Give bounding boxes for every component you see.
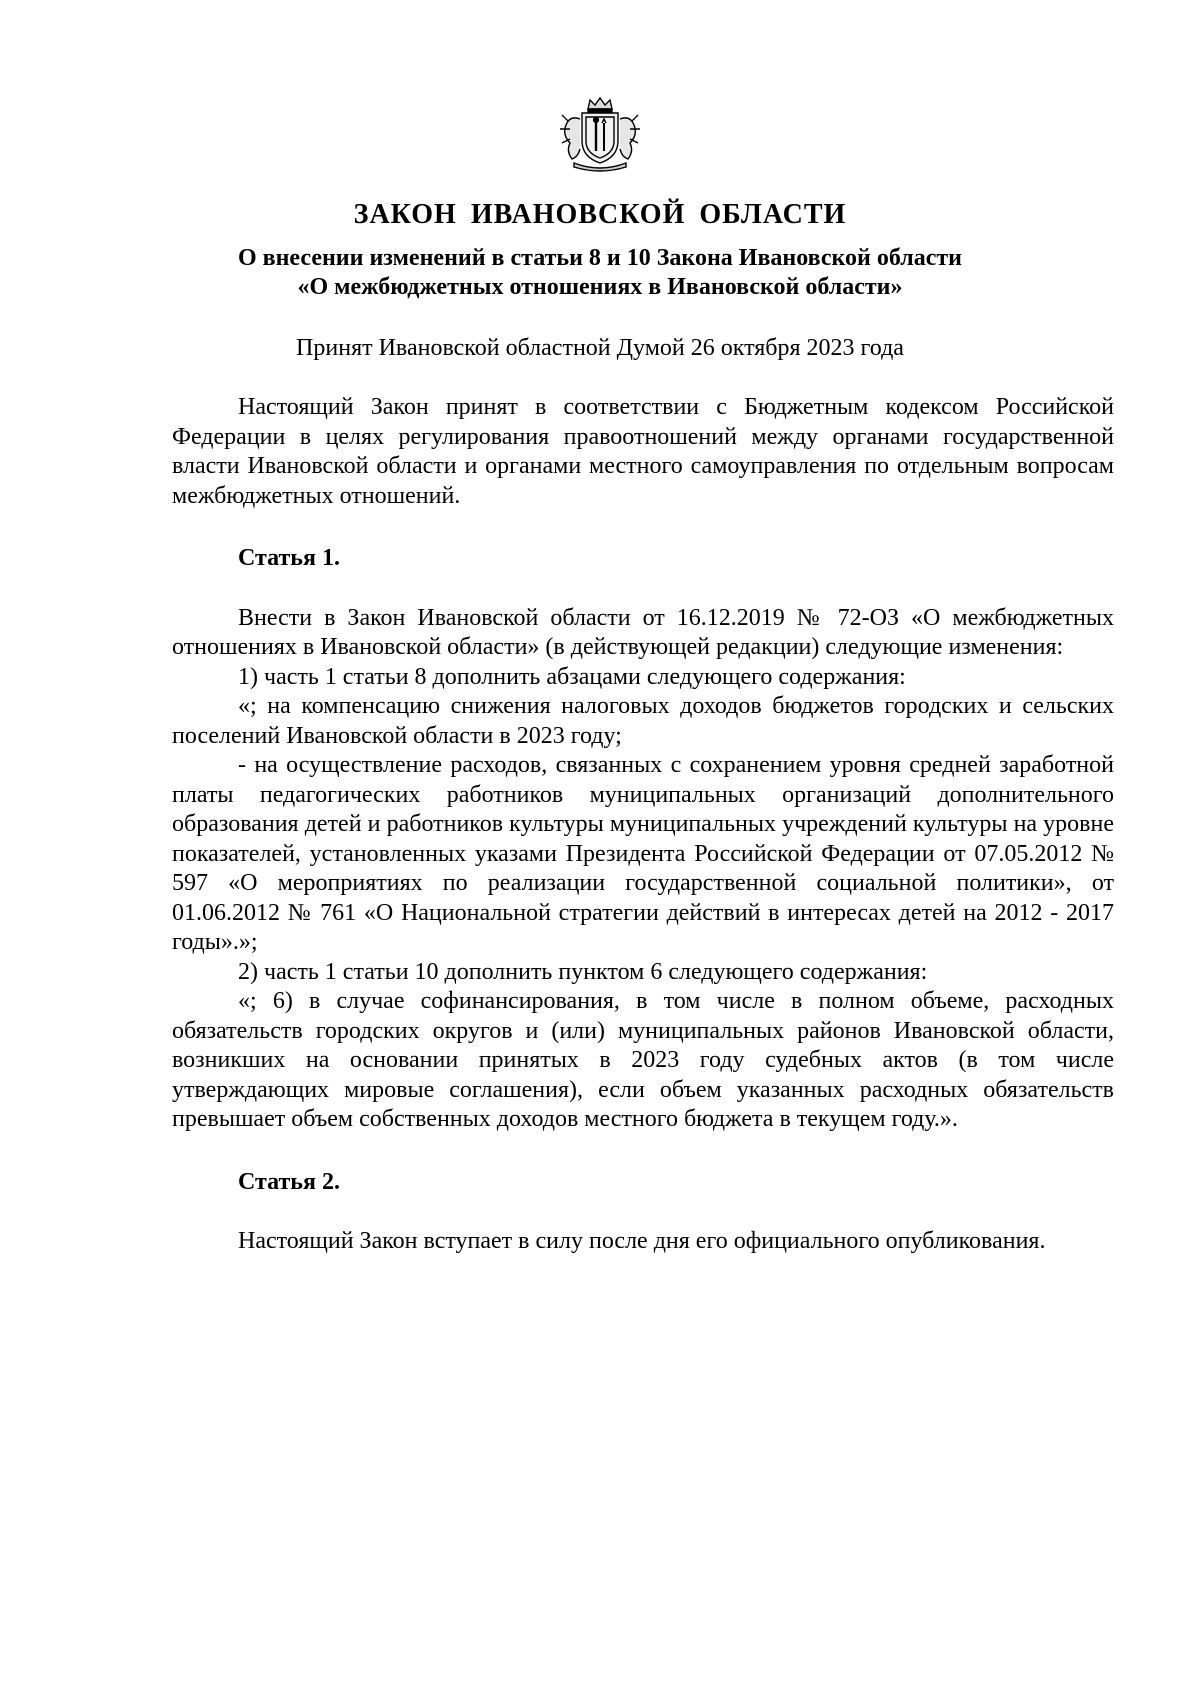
adoption-date: Принят Ивановской областной Думой 26 октября 2023 года [296, 335, 904, 361]
law-title: ЗАКОН ИВАНОВСКОЙ ОБЛАСТИ [353, 199, 847, 230]
article-2-heading: Статья 2. [238, 1168, 340, 1195]
law-subject [0, 244, 1200, 302]
article-1-paragraph: - на осуществление расходов, связанных с сохранением уровня средней заработной платы педагогических работников муниципальных организаций дополнительного образования детей и работников культуры муниципальных учреждений культуры на уровне показателей, установленных указами Президента Российской Федерации от 07.05.2012 № 597 «О мероприятиях по реализации государственной социальной политики», от 01.06.2012 № 761 «О Национальной стратегии действий в интересах детей на 2012 - 2017 годы».»; [172, 752, 1114, 955]
article-1-paragraph: 1) часть 1 статьи 8 дополнить абзацами следующего содержания: [238, 663, 906, 690]
law-subject-line-2: «О межбюджетных отношениях в Ивановской области» [297, 274, 903, 300]
article-2-paragraph: Настоящий Закон вступает в силу после дня его официального опубликования. [238, 1228, 1046, 1254]
law-subject-line-1: О внесении изменений в статьи 8 и 10 Закона Ивановской области [237, 245, 963, 271]
spacer [172, 1135, 1114, 1168]
article-1-paragraph: 2) часть 1 статьи 10 дополнить пунктом 6 следующего содержания: [238, 958, 928, 985]
spacer [172, 574, 1114, 604]
article-1-heading: Статья 1. [238, 545, 340, 571]
law-body [172, 393, 1114, 1257]
spacer [172, 1197, 1114, 1227]
preamble: Настоящий Закон принят в соответствии с Бюджетным кодексом Российской Федерации в целях регулирования правоотношений между органами государственной власти Ивановской области и органами местного самоуправления по отдельным вопросам межбюджетных отношений. [172, 394, 1114, 509]
article-1-paragraph: Внести в Закон Ивановской области от 16.12.2019 № 72-ОЗ «О межбюджетных отношениях в Ивановской области» (в действующей редакции) следующие изменения: [172, 604, 1114, 660]
article-1-paragraph: «; на компенсацию снижения налоговых доходов бюджетов городских и сельских поселений Ивановской области в 2023 году; [172, 693, 1114, 749]
coat-of-arms-icon [552, 95, 648, 175]
article-1-paragraph: «; 6) в случае софинансирования, в том числе в полном объеме, расходных обязательств городских округов и (или) муниципальных районов Ивановской области, возникших на основании принятых в 2023 году судебных актов (в том числе утверждающих мировые соглашения), если объем указанных расходных обязательств превышает объем собственных доходов местного бюджета в текущем году.». [172, 988, 1114, 1132]
spacer [172, 511, 1114, 544]
